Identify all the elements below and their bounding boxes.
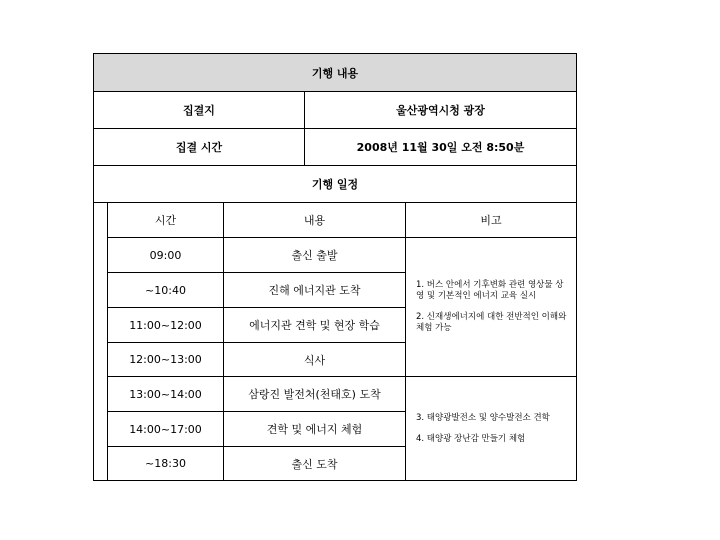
remarks-group-2: [406, 377, 576, 480]
schedule-title: 기행 일정: [311, 178, 359, 191]
row-time: ~10:40: [145, 283, 186, 297]
row-content: 진해 에너지관 도착: [268, 284, 361, 297]
row-time: 12:00~13:00: [129, 353, 202, 366]
remark-note: 1. 버스 안에서 기후변화 관련 영상물 상영 및 기본적인 에너지 교육 실시: [416, 280, 564, 301]
gathering-time-value: 2008년 11월 30일 오전 8:50분: [356, 141, 525, 154]
row-content: 에너지관 견학 및 현장 학습: [249, 319, 380, 332]
remark-note: 4. 태양광 장난감 만들기 체험: [416, 433, 526, 444]
gathering-place-label: 집결지: [183, 104, 215, 117]
row-content: 출신 출발: [291, 249, 338, 262]
row-time: 09:00: [149, 248, 182, 262]
row-time: 11:00~12:00: [129, 318, 202, 332]
remarks-group-1: [406, 238, 576, 376]
remark-note: 3. 태양광발전소 및 양수발전소 견학: [416, 412, 550, 423]
row-time: 13:00~14:00: [129, 387, 202, 401]
table-header: [94, 54, 576, 91]
row-content: 삼랑진 발전처(천태호) 도착: [248, 388, 381, 401]
column-header-content: 내용: [303, 214, 326, 227]
table-title: 기행 내용: [311, 66, 359, 80]
row-time: 14:00~17:00: [129, 422, 202, 436]
remark-note: 2. 신재생에너지에 대한 전반적인 이해와 체험 가능: [416, 312, 567, 333]
gathering-place-value: 울산광역시청 광장: [396, 104, 485, 117]
row-content: 식사: [303, 353, 326, 367]
column-header-remarks: 비고: [480, 214, 502, 227]
row-time: ~18:30: [145, 457, 186, 470]
row-content: 견학 및 에너지 체험: [266, 423, 363, 436]
column-header-time: 시간: [154, 214, 177, 227]
row-content: 출신 도착: [291, 457, 338, 471]
gathering-time-label: 집결 시간: [175, 141, 223, 154]
